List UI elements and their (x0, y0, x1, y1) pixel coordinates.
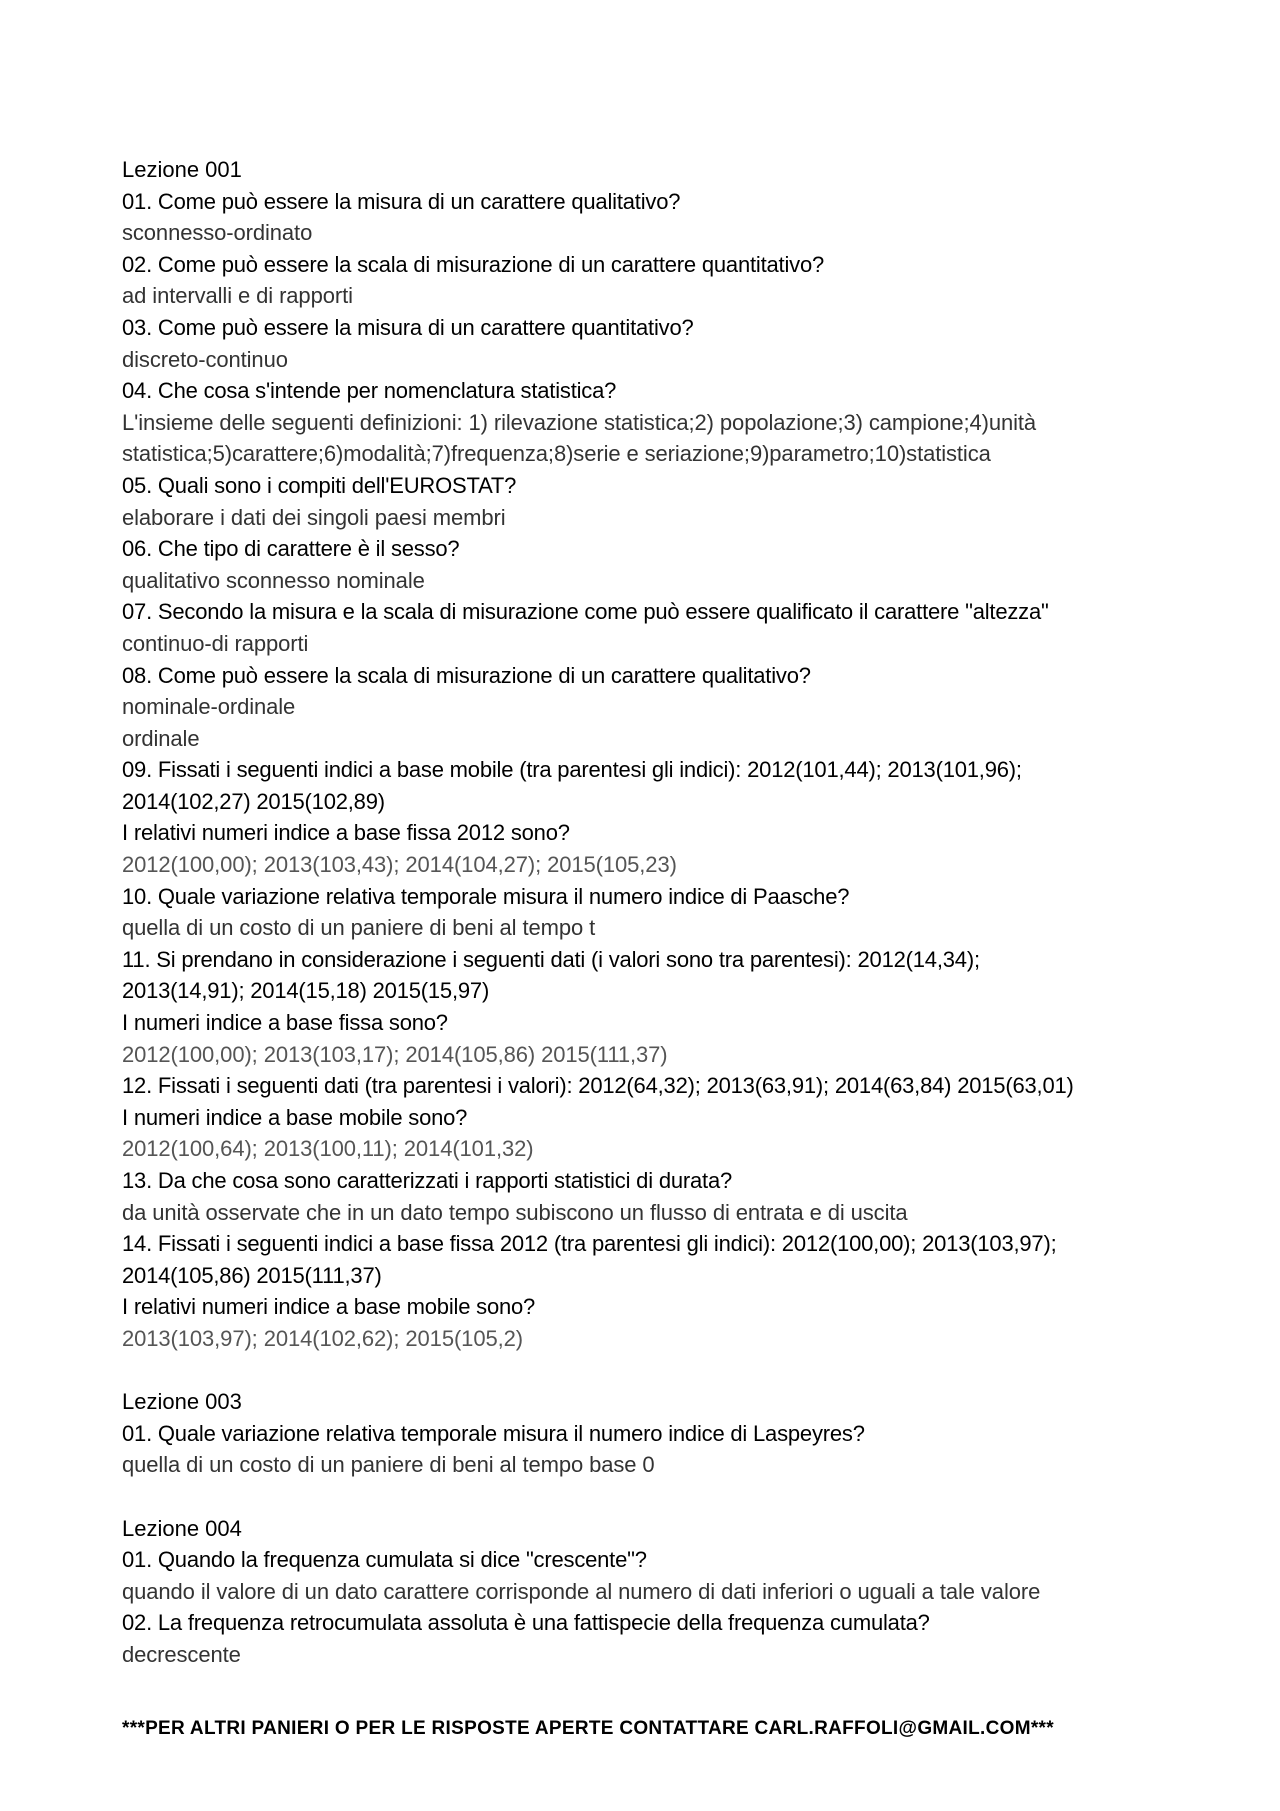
question-text: 01. Come può essere la misura di un carattere qualitativo? (122, 188, 681, 214)
question-block (122, 881, 1182, 944)
question-block (122, 1165, 1182, 1228)
lesson-section (122, 154, 1182, 1355)
question-text: I numeri indice a base mobile sono? (122, 1104, 468, 1130)
question-block (122, 754, 1182, 880)
answer-text: da unità osservate che in un dato tempo subiscono un flusso di entrata e di uscita (122, 1199, 908, 1225)
answer-text: quella di un costo di un paniere di beni al tempo t (122, 915, 596, 941)
question-block (122, 249, 1182, 312)
lesson-spacer (122, 1481, 1182, 1513)
answer-text: decrescente (122, 1641, 241, 1667)
answer-text: discreto-continuo (122, 346, 288, 372)
question-block (122, 1607, 1182, 1670)
footer-contact: ***PER ALTRI PANIERI O PER LE RISPOSTE APERTE CONTATTARE CARL.RAFFOLI@GMAIL.COM*** (122, 1718, 1054, 1739)
question-text: I relativi numeri indice a base fissa 2012 sono? (122, 820, 570, 846)
question-text: 01. Quando la frequenza cumulata si dice "crescente"? (122, 1547, 647, 1573)
answer-text: quando il valore di un dato carattere corrisponde al numero di dati inferiori o uguali a tale valore (122, 1578, 1041, 1604)
question-text: 05. Quali sono i compiti dell'EUROSTAT? (122, 472, 517, 498)
lesson-title: Lezione 003 (122, 1389, 242, 1415)
lesson-section (122, 1513, 1182, 1671)
lesson-title: Lezione 004 (122, 1515, 242, 1541)
answer-text: continuo-di rapporti (122, 630, 309, 656)
answer-text: 2012(100,64); 2013(100,11); 2014(101,32) (122, 1136, 534, 1162)
question-text: I relativi numeri indice a base mobile sono? (122, 1294, 536, 1320)
lesson-title: Lezione 001 (122, 157, 242, 182)
question-block (122, 1418, 1182, 1481)
answer-text: elaborare i dati dei singoli paesi membri (122, 504, 506, 530)
question-block (122, 1228, 1182, 1354)
lesson-section (122, 1386, 1182, 1481)
question-text: 08. Come può essere la scala di misurazione di un carattere qualitativo? (122, 662, 811, 688)
answer-text: L'insieme delle seguenti definizioni: 1) rilevazione statistica;2) popolazione;3) campione;4)unità (122, 409, 1037, 435)
question-text: 03. Come può essere la misura di un carattere quantitativo? (122, 314, 694, 340)
question-text: 2014(102,27) 2015(102,89) (122, 788, 385, 814)
question-block (122, 596, 1182, 659)
question-block (122, 375, 1182, 470)
answer-text: 2012(100,00); 2013(103,17); 2014(105,86) 2015(111,37) (122, 1041, 668, 1067)
question-text: 14. Fissati i seguenti indici a base fissa 2012 (tra parentesi gli indici): 2012(100,00); 2013(103,97); (122, 1231, 1057, 1257)
document-page (122, 154, 1182, 1671)
answer-text: 2012(100,00); 2013(103,43); 2014(104,27); 2015(105,23) (122, 852, 677, 878)
question-text: I numeri indice a base fissa sono? (122, 1010, 448, 1036)
question-text: 01. Quale variazione relativa temporale misura il numero indice di Laspeyres? (122, 1420, 865, 1446)
question-text: 09. Fissati i seguenti indici a base mobile (tra parentesi gli indici): 2012(101,44); 2013(101,96); (122, 757, 1022, 783)
question-block (122, 944, 1182, 1070)
question-text: 2014(105,86) 2015(111,37) (122, 1262, 382, 1288)
question-text: 12. Fissati i seguenti dati (tra parentesi i valori): 2012(64,32); 2013(63,91); 2014(63,84) 2015(63,01) (122, 1073, 1074, 1099)
question-block (122, 533, 1182, 596)
question-text: 06. Che tipo di carattere è il sesso? (122, 536, 460, 562)
question-block (122, 660, 1182, 755)
question-text: 04. Che cosa s'intende per nomenclatura statistica? (122, 378, 617, 404)
question-block (122, 470, 1182, 533)
question-block (122, 1544, 1182, 1607)
question-text: 10. Quale variazione relativa temporale misura il numero indice di Paasche? (122, 883, 850, 909)
question-text: 07. Secondo la misura e la scala di misurazione come può essere qualificato il carattere "altezza" (122, 599, 1049, 625)
question-text: 11. Si prendano in considerazione i seguenti dati (i valori sono tra parentesi): 2012(14,34); (122, 946, 980, 972)
answer-text: sconnesso-ordinato (122, 220, 313, 246)
question-block (122, 1070, 1182, 1165)
answer-text: quella di un costo di un paniere di beni al tempo base 0 (122, 1452, 655, 1478)
question-text: 02. Come può essere la scala di misurazione di un carattere quantitativo? (122, 251, 825, 277)
question-text: 13. Da che cosa sono caratterizzati i rapporti statistici di durata? (122, 1168, 733, 1193)
answer-text: ordinale (122, 725, 200, 751)
answer-text: nominale-ordinale (122, 694, 296, 720)
question-block (122, 186, 1182, 249)
question-text: 2013(14,91); 2014(15,18) 2015(15,97) (122, 978, 490, 1004)
question-text: 02. La frequenza retrocumulata assoluta è una fattispecie della frequenza cumulata? (122, 1610, 930, 1636)
answer-text: statistica;5)carattere;6)modalità;7)frequenza;8)serie e seriazione;9)parametro;10)statistica (122, 441, 991, 467)
answer-text: qualitativo sconnesso nominale (122, 567, 425, 593)
answer-text: 2013(103,97); 2014(102,62); 2015(105,2) (122, 1325, 523, 1351)
lesson-spacer (122, 1355, 1182, 1387)
question-block (122, 312, 1182, 375)
answer-text: ad intervalli e di rapporti (122, 283, 353, 309)
